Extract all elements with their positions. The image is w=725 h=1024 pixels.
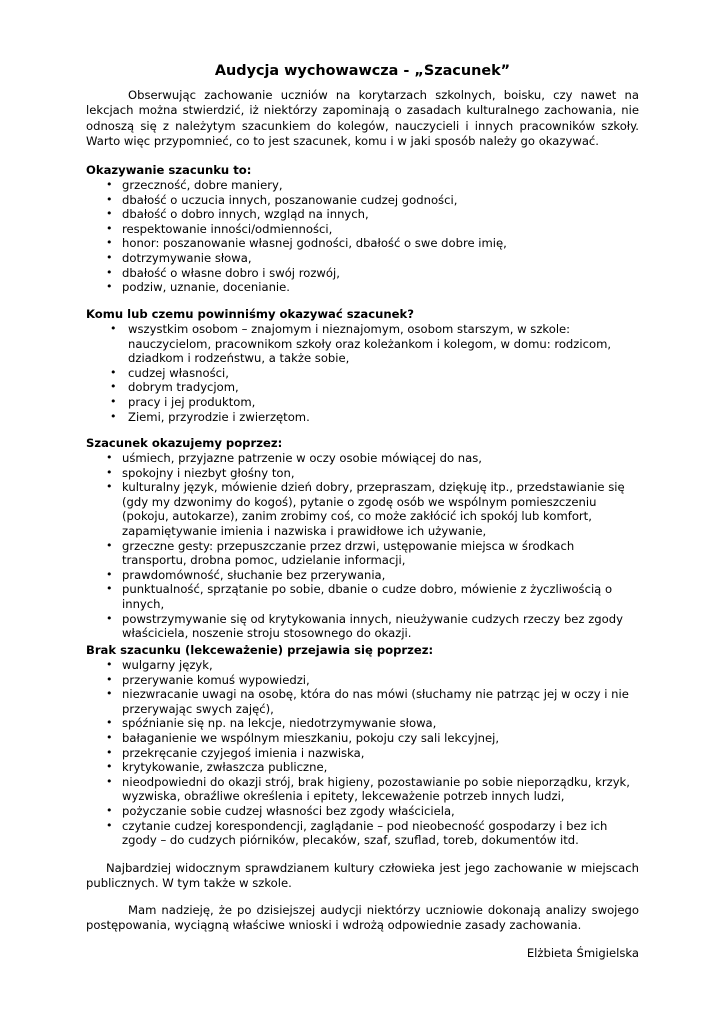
list-item: • Ziemi, przyrodzie i zwierzętom. xyxy=(86,410,639,425)
list-item: • wulgarny język, xyxy=(86,658,639,673)
section-how-to-show-respect xyxy=(86,436,639,641)
section-heading: Komu lub czemu powinniśmy okazywać szacunek? xyxy=(86,307,414,321)
list-item: • dbałość o uczucia innych, poszanowanie cudzej godności, xyxy=(86,193,639,208)
bullet-list xyxy=(86,658,639,848)
section-showing-respect xyxy=(86,163,639,295)
list-item: • grzeczność, dobre maniery, xyxy=(86,178,639,193)
closing-paragraph-2: Mam nadzieję, że po dzisiejszej audycji niektórzy uczniowie dokonają analizy swojego postępowania, wyciągną właściwe wnioski i wdrożą odpowiednie zasady zachowania. xyxy=(86,903,639,933)
list-item: • pożyczanie sobie cudzej własności bez zgody właściciela, xyxy=(86,804,639,819)
list-item: • dbałość o własne dobro i swój rozwój, xyxy=(86,266,639,281)
list-item: • kulturalny język, mówienie dzień dobry, przepraszam, dziękuję itp., przedstawianie się (gdy my dzwonimy do kogoś), pytanie o zgodę osób we wspólnym pomieszczeniu (pokoju, autokarze), zanim zrobimy coś, co może zakłócić ich spokój lub komfort, zapamiętywanie imienia i nazwiska i prawidłowe ich używanie, xyxy=(86,480,639,538)
list-item: • krytykowanie, zwłaszcza publiczne, xyxy=(86,760,639,775)
list-item: • uśmiech, przyjazne patrzenie w oczy osobie mówiącej do nas, xyxy=(86,451,639,466)
section-whom-to-respect xyxy=(86,307,639,424)
section-heading: Szacunek okazujemy poprzez: xyxy=(86,436,283,450)
document-title: Audycja wychowawcza - „Szacunek” xyxy=(214,63,511,79)
list-item: • punktualność, sprzątanie po sobie, dbanie o cudze dobro, mówienie z życzliwością o innych, xyxy=(86,582,639,611)
list-item: • dotrzymywanie słowa, xyxy=(86,251,639,266)
list-item: • powstrzymywanie się od krytykowania innych, nieużywanie cudzych rzeczy bez zgody właściciela, noszenie stroju stosownego do okazji. xyxy=(86,612,639,641)
list-item: • grzeczne gesty: przepuszczanie przez drzwi, ustępowanie miejsca w środkach transportu, drobna pomoc, udzielanie informacji, xyxy=(86,539,639,568)
list-item: • cudzej własności, xyxy=(86,366,639,381)
list-item: • pracy i jej produktom, xyxy=(86,395,639,410)
list-item: • wszystkim osobom – znajomym i nieznajomym, osobom starszym, w szkole: nauczycielom, pracownikom szkoły oraz koleżankom i kolegom, w domu: rodzicom, dziadkom i rodzeństwu, a także sobie, xyxy=(86,322,639,366)
author-signature: Elżbieta Śmigielska xyxy=(526,946,639,960)
intro-paragraph: Obserwując zachowanie uczniów na korytarzach szkolnych, boisku, czy nawet na lekcjach można stwierdzić, iż niektórzy zapominają o zasadach kulturalnego zachowania, nie odnoszą się z należytym szacunkiem do kolegów, nauczycieli i innych pracowników szkoły. Warto więc przypomnieć, co to jest szacunek, komu i w jaki sposób należy go okazywać. xyxy=(86,88,639,149)
list-item: • czytanie cudzej korespondencji, zaglądanie – pod nieobecność gospodarzy i bez ich zgody – do cudzych piórników, plecaków, szaf, szuflad, toreb, dokumentów itd. xyxy=(86,819,639,848)
list-item: • przerywanie komuś wypowiedzi, xyxy=(86,673,639,688)
list-item: • spóźnianie się np. na lekcje, niedotrzymywanie słowa, xyxy=(86,716,639,731)
list-item: • nieodpowiedni do okazji strój, brak higieny, pozostawianie po sobie nieporządku, krzyk, wyzwiska, obraźliwe określenia i epitety, lekceważenie potrzeb innych ludzi, xyxy=(86,775,639,804)
section-heading: Okazywanie szacunku to: xyxy=(86,163,252,177)
list-item: • dbałość o dobro innych, wzgląd na innych, xyxy=(86,207,639,222)
list-item: • podziw, uznanie, docenianie. xyxy=(86,280,639,295)
list-item: • niezwracanie uwagi na osobę, która do nas mówi (słuchamy nie patrząc jej w oczy i nie przerywając swych zajęć), xyxy=(86,687,639,716)
list-item: • dobrym tradycjom, xyxy=(86,380,639,395)
list-item: • spokojny i niezbyt głośny ton, xyxy=(86,466,639,481)
list-item: • honor: poszanowanie własnej godności, dbałość o swe dobre imię, xyxy=(86,236,639,251)
bullet-list xyxy=(86,178,639,295)
list-item: • przekręcanie czyjegoś imienia i nazwiska, xyxy=(86,746,639,761)
list-item: • prawdomówność, słuchanie bez przerywania, xyxy=(86,568,639,583)
bullet-list xyxy=(86,322,639,424)
section-heading: Brak szacunku (lekceważenie) przejawia się poprzez: xyxy=(86,643,434,657)
list-item: • bałaganienie we wspólnym mieszkaniu, pokoju czy sali lekcyjnej, xyxy=(86,731,639,746)
bullet-list xyxy=(86,451,639,641)
section-lack-of-respect xyxy=(86,643,639,848)
list-item: • respektowanie inności/odmienności, xyxy=(86,222,639,237)
closing-paragraph-1: Najbardziej widocznym sprawdzianem kultury człowieka jest jego zachowanie w miejscach publicznych. W tym także w szkole. xyxy=(86,861,639,891)
